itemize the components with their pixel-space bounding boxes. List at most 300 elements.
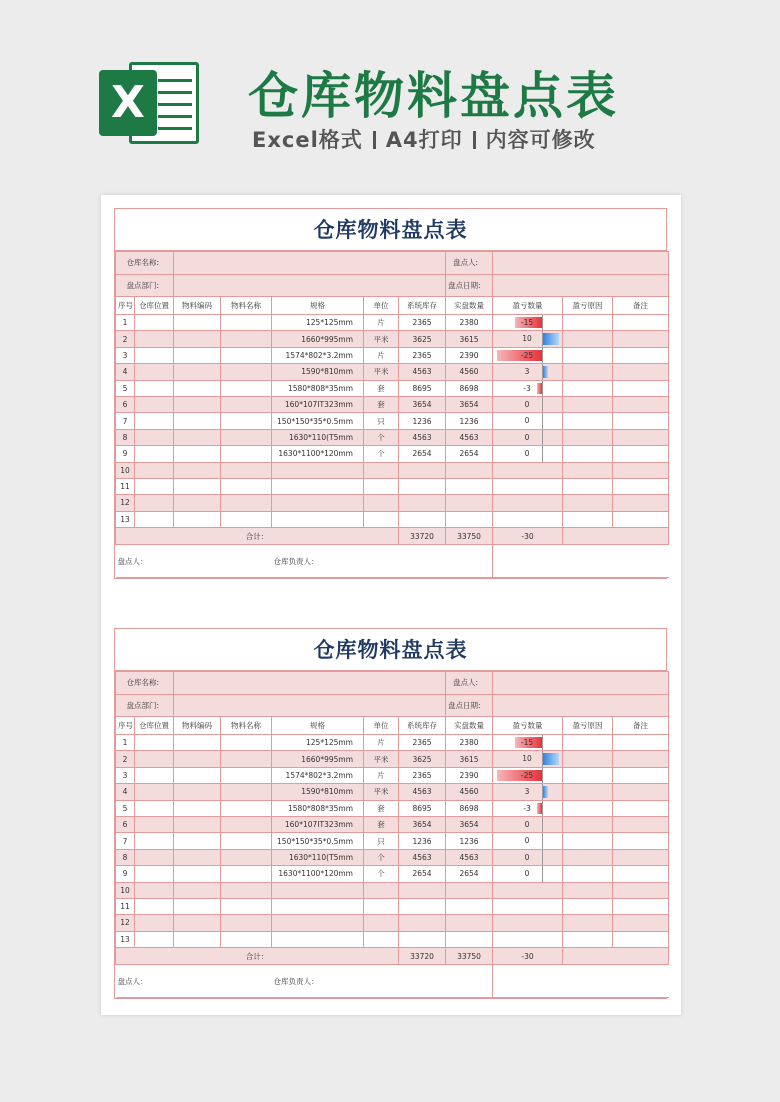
variance-reason-cell[interactable]	[563, 816, 613, 832]
unit-cell[interactable]: 个	[364, 429, 399, 445]
spec-cell[interactable]	[272, 462, 364, 478]
variance-cell[interactable]	[493, 784, 563, 800]
spec-cell[interactable]	[272, 882, 364, 898]
material-name-cell[interactable]	[221, 816, 272, 832]
variance-cell[interactable]	[493, 495, 563, 511]
variance-reason-cell[interactable]	[563, 462, 613, 478]
actual-count-cell[interactable]: 8698	[446, 380, 493, 396]
unit-cell[interactable]	[364, 931, 399, 947]
system-stock-cell[interactable]: 1236	[399, 833, 446, 849]
material-name-cell[interactable]	[221, 898, 272, 914]
actual-count-cell[interactable]	[446, 898, 493, 914]
system-stock-cell[interactable]: 4563	[399, 364, 446, 380]
variance-reason-cell[interactable]	[563, 800, 613, 816]
actual-count-cell[interactable]: 4563	[446, 849, 493, 865]
material-code-cell[interactable]	[174, 462, 221, 478]
system-stock-cell[interactable]: 8695	[399, 800, 446, 816]
actual-count-cell[interactable]	[446, 915, 493, 931]
spec-cell[interactable]: 150*150*35*0.5mm	[272, 833, 364, 849]
material-name-cell[interactable]	[221, 751, 272, 767]
variance-cell[interactable]	[493, 364, 563, 380]
warehouse-name-field[interactable]	[174, 672, 446, 695]
remark-cell[interactable]	[613, 380, 669, 396]
system-stock-cell[interactable]	[399, 462, 446, 478]
variance-reason-cell[interactable]	[563, 495, 613, 511]
remark-cell[interactable]	[613, 347, 669, 363]
column-header: 物料名称	[221, 297, 272, 315]
location-cell[interactable]	[135, 511, 174, 527]
remark-cell[interactable]	[613, 784, 669, 800]
remark-cell[interactable]	[613, 462, 669, 478]
variance-cell[interactable]	[493, 915, 563, 931]
material-code-cell[interactable]	[174, 495, 221, 511]
variance-value: 10	[522, 334, 532, 344]
material-code-cell[interactable]	[174, 800, 221, 816]
row-number: 11	[116, 478, 135, 494]
system-stock-cell[interactable]: 2365	[399, 767, 446, 783]
variance-cell[interactable]	[493, 751, 563, 767]
variance-cell[interactable]	[493, 446, 563, 462]
actual-count-cell[interactable]: 4560	[446, 364, 493, 380]
material-code-cell[interactable]	[174, 882, 221, 898]
spec-cell[interactable]: 160*107IT323mm	[272, 396, 364, 412]
actual-count-cell[interactable]: 2654	[446, 866, 493, 882]
system-stock-cell[interactable]: 1236	[399, 413, 446, 429]
variance-reason-cell[interactable]	[563, 767, 613, 783]
location-cell[interactable]	[135, 866, 174, 882]
system-stock-cell[interactable]: 2365	[399, 735, 446, 751]
actual-count-cell[interactable]: 4560	[446, 784, 493, 800]
material-code-cell[interactable]	[174, 751, 221, 767]
spec-cell[interactable]	[272, 511, 364, 527]
spec-cell[interactable]: 1574*802*3.2mm	[272, 767, 364, 783]
row-number: 6	[116, 816, 135, 832]
variance-reason-cell[interactable]	[563, 446, 613, 462]
unit-cell[interactable]: 套	[364, 816, 399, 832]
table-row	[116, 380, 669, 396]
unit-cell[interactable]	[364, 478, 399, 494]
system-stock-cell[interactable]: 8695	[399, 380, 446, 396]
row-number: 1	[116, 735, 135, 751]
unit-cell[interactable]: 个	[364, 849, 399, 865]
location-cell[interactable]	[135, 331, 174, 347]
material-name-cell[interactable]	[221, 413, 272, 429]
unit-cell[interactable]: 片	[364, 735, 399, 751]
actual-count-cell[interactable]: 1236	[446, 833, 493, 849]
row-number: 3	[116, 347, 135, 363]
spec-cell[interactable]: 125*125mm	[272, 315, 364, 331]
actual-count-cell[interactable]: 4563	[446, 429, 493, 445]
system-stock-cell[interactable]	[399, 882, 446, 898]
sheet-title: 仓库物料盘点表	[115, 209, 666, 251]
system-stock-cell[interactable]	[399, 898, 446, 914]
variance-cell[interactable]	[493, 413, 563, 429]
header-row	[116, 717, 669, 735]
checker-sign-label[interactable]: 盘点人：	[116, 965, 272, 998]
material-name-cell[interactable]	[221, 866, 272, 882]
variance-cell[interactable]	[493, 331, 563, 347]
unit-cell[interactable]: 只	[364, 833, 399, 849]
variance-cell[interactable]	[493, 816, 563, 832]
table-row	[116, 735, 669, 751]
material-code-cell[interactable]	[174, 396, 221, 412]
remark-cell[interactable]	[613, 751, 669, 767]
system-stock-cell[interactable]: 3654	[399, 816, 446, 832]
unit-cell[interactable]: 平米	[364, 331, 399, 347]
spec-cell[interactable]: 150*150*35*0.5mm	[272, 413, 364, 429]
variance-cell[interactable]	[493, 849, 563, 865]
material-name-cell[interactable]	[221, 800, 272, 816]
location-cell[interactable]	[135, 364, 174, 380]
material-code-cell[interactable]	[174, 931, 221, 947]
date-field[interactable]	[493, 274, 669, 297]
unit-cell[interactable]	[364, 511, 399, 527]
spec-cell[interactable]	[272, 915, 364, 931]
material-name-cell[interactable]	[221, 849, 272, 865]
system-stock-cell[interactable]: 4563	[399, 429, 446, 445]
system-stock-cell[interactable]: 2365	[399, 315, 446, 331]
system-stock-cell[interactable]	[399, 931, 446, 947]
variance-cell[interactable]	[493, 315, 563, 331]
remark-cell[interactable]	[613, 429, 669, 445]
location-cell[interactable]	[135, 413, 174, 429]
actual-count-cell[interactable]	[446, 462, 493, 478]
remark-cell[interactable]	[613, 882, 669, 898]
unit-cell[interactable]	[364, 882, 399, 898]
remark-cell[interactable]	[613, 315, 669, 331]
dept-field[interactable]	[174, 274, 446, 297]
actual-count-cell[interactable]: 3654	[446, 816, 493, 832]
material-name-cell[interactable]	[221, 347, 272, 363]
system-stock-cell[interactable]	[399, 495, 446, 511]
actual-count-cell[interactable]: 2654	[446, 446, 493, 462]
actual-count-cell[interactable]: 2380	[446, 315, 493, 331]
material-name-cell[interactable]	[221, 882, 272, 898]
variance-reason-cell[interactable]	[563, 833, 613, 849]
material-code-cell[interactable]	[174, 767, 221, 783]
variance-reason-cell[interactable]	[563, 735, 613, 751]
spec-cell[interactable]: 160*107IT323mm	[272, 816, 364, 832]
system-stock-cell[interactable]: 2365	[399, 347, 446, 363]
unit-cell[interactable]	[364, 495, 399, 511]
row-number: 13	[116, 511, 135, 527]
location-cell[interactable]	[135, 931, 174, 947]
spec-cell[interactable]: 1630*110(T5mm	[272, 429, 364, 445]
material-name-cell[interactable]	[221, 735, 272, 751]
remark-cell[interactable]	[613, 898, 669, 914]
spec-cell[interactable]: 1630*1100*120mm	[272, 446, 364, 462]
warehouse-name-field[interactable]	[174, 252, 446, 275]
variance-reason-cell[interactable]	[563, 331, 613, 347]
material-code-cell[interactable]	[174, 816, 221, 832]
material-name-cell[interactable]	[221, 931, 272, 947]
material-code-cell[interactable]	[174, 849, 221, 865]
date-field[interactable]	[493, 694, 669, 717]
material-name-cell[interactable]	[221, 511, 272, 527]
location-cell[interactable]	[135, 429, 174, 445]
remark-cell[interactable]	[613, 446, 669, 462]
remark-cell[interactable]	[613, 800, 669, 816]
unit-cell[interactable]	[364, 915, 399, 931]
remark-cell[interactable]	[613, 735, 669, 751]
material-name-cell[interactable]	[221, 495, 272, 511]
unit-cell[interactable]: 套	[364, 396, 399, 412]
table-row	[116, 816, 669, 832]
variance-value: -3	[523, 803, 531, 813]
variance-reason-cell[interactable]	[563, 413, 613, 429]
variance-reason-cell[interactable]	[563, 478, 613, 494]
system-stock-cell[interactable]	[399, 511, 446, 527]
location-cell[interactable]	[135, 751, 174, 767]
system-stock-cell[interactable]: 3625	[399, 331, 446, 347]
location-cell[interactable]	[135, 882, 174, 898]
variance-cell[interactable]	[493, 735, 563, 751]
actual-count-cell[interactable]	[446, 931, 493, 947]
remark-cell[interactable]	[613, 816, 669, 832]
unit-cell[interactable]: 片	[364, 315, 399, 331]
column-header: 实盘数量	[446, 717, 493, 735]
variance-reason-cell[interactable]	[563, 347, 613, 363]
location-cell[interactable]	[135, 915, 174, 931]
spec-cell[interactable]	[272, 495, 364, 511]
material-code-cell[interactable]	[174, 784, 221, 800]
material-code-cell[interactable]	[174, 511, 221, 527]
location-cell[interactable]	[135, 735, 174, 751]
location-cell[interactable]	[135, 396, 174, 412]
spec-cell[interactable]: 1580*808*35mm	[272, 380, 364, 396]
unit-cell[interactable]	[364, 462, 399, 478]
table-row	[116, 478, 669, 494]
material-name-cell[interactable]	[221, 364, 272, 380]
remark-cell[interactable]	[613, 413, 669, 429]
location-cell[interactable]	[135, 315, 174, 331]
unit-cell[interactable]: 只	[364, 413, 399, 429]
actual-count-cell[interactable]: 2390	[446, 767, 493, 783]
material-name-cell[interactable]	[221, 767, 272, 783]
variance-cell[interactable]	[493, 511, 563, 527]
material-code-cell[interactable]	[174, 915, 221, 931]
material-name-cell[interactable]	[221, 396, 272, 412]
location-cell[interactable]	[135, 347, 174, 363]
material-code-cell[interactable]	[174, 429, 221, 445]
variance-cell[interactable]	[493, 882, 563, 898]
material-name-cell[interactable]	[221, 462, 272, 478]
row-number: 7	[116, 833, 135, 849]
spec-cell[interactable]: 1590*810mm	[272, 784, 364, 800]
location-cell[interactable]	[135, 849, 174, 865]
material-name-cell[interactable]	[221, 478, 272, 494]
table-row	[116, 511, 669, 527]
material-code-cell[interactable]	[174, 315, 221, 331]
unit-cell[interactable]: 套	[364, 380, 399, 396]
system-stock-cell[interactable]: 2654	[399, 446, 446, 462]
variance-reason-cell[interactable]	[563, 915, 613, 931]
unit-cell[interactable]: 个	[364, 866, 399, 882]
manager-sign-label[interactable]: 仓库负责人：	[272, 965, 493, 998]
remark-cell[interactable]	[613, 478, 669, 494]
variance-cell[interactable]	[493, 429, 563, 445]
unit-cell[interactable]: 平米	[364, 784, 399, 800]
remark-cell[interactable]	[613, 833, 669, 849]
material-code-cell[interactable]	[174, 331, 221, 347]
material-name-cell[interactable]	[221, 784, 272, 800]
material-code-cell[interactable]	[174, 347, 221, 363]
variance-cell[interactable]	[493, 833, 563, 849]
material-name-cell[interactable]	[221, 331, 272, 347]
location-cell[interactable]	[135, 898, 174, 914]
variance-reason-cell[interactable]	[563, 364, 613, 380]
column-header: 仓库位置	[135, 297, 174, 315]
variance-bar-positive	[543, 786, 548, 797]
checker-field[interactable]	[493, 252, 669, 275]
actual-count-cell[interactable]: 3615	[446, 751, 493, 767]
remark-cell[interactable]	[613, 767, 669, 783]
unit-cell[interactable]: 套	[364, 800, 399, 816]
material-code-cell[interactable]	[174, 478, 221, 494]
variance-reason-cell[interactable]	[563, 898, 613, 914]
remark-cell[interactable]	[613, 866, 669, 882]
variance-reason-cell[interactable]	[563, 931, 613, 947]
unit-cell[interactable]: 平米	[364, 364, 399, 380]
variance-cell[interactable]	[493, 931, 563, 947]
variance-value: 0	[524, 449, 530, 459]
spec-cell[interactable]	[272, 931, 364, 947]
unit-cell[interactable]: 片	[364, 767, 399, 783]
unit-cell[interactable]: 片	[364, 347, 399, 363]
variance-reason-cell[interactable]	[563, 882, 613, 898]
unit-cell[interactable]: 平米	[364, 751, 399, 767]
variance-reason-cell[interactable]	[563, 429, 613, 445]
variance-value: -25	[520, 350, 534, 360]
remark-cell[interactable]	[613, 495, 669, 511]
variance-cell[interactable]	[493, 347, 563, 363]
checker-field[interactable]	[493, 672, 669, 695]
actual-count-cell[interactable]: 2390	[446, 347, 493, 363]
checker-sign-label[interactable]: 盘点人：	[116, 545, 272, 578]
material-code-cell[interactable]	[174, 446, 221, 462]
variance-reason-cell[interactable]	[563, 849, 613, 865]
spec-cell[interactable]: 1574*802*3.2mm	[272, 347, 364, 363]
actual-count-cell[interactable]: 8698	[446, 800, 493, 816]
system-stock-cell[interactable]: 3625	[399, 751, 446, 767]
variance-axis	[542, 315, 543, 330]
variance-reason-cell[interactable]	[563, 511, 613, 527]
remark-cell[interactable]	[613, 331, 669, 347]
actual-count-cell[interactable]: 2380	[446, 735, 493, 751]
variance-cell[interactable]	[493, 478, 563, 494]
unit-cell[interactable]: 个	[364, 446, 399, 462]
material-name-cell[interactable]	[221, 315, 272, 331]
variance-cell[interactable]	[493, 898, 563, 914]
spec-cell[interactable]: 1630*110(T5mm	[272, 849, 364, 865]
system-stock-cell[interactable]: 4563	[399, 849, 446, 865]
column-header: 物料编码	[174, 717, 221, 735]
spec-cell[interactable]: 1590*810mm	[272, 364, 364, 380]
row-number: 9	[116, 866, 135, 882]
spec-cell[interactable]: 1630*1100*120mm	[272, 866, 364, 882]
material-code-cell[interactable]	[174, 833, 221, 849]
dept-field[interactable]	[174, 694, 446, 717]
variance-cell[interactable]	[493, 866, 563, 882]
material-name-cell[interactable]	[221, 915, 272, 931]
variance-reason-cell[interactable]	[563, 784, 613, 800]
variance-cell[interactable]	[493, 800, 563, 816]
material-name-cell[interactable]	[221, 429, 272, 445]
system-stock-cell[interactable]: 3654	[399, 396, 446, 412]
location-cell[interactable]	[135, 800, 174, 816]
spec-cell[interactable]	[272, 898, 364, 914]
actual-count-cell[interactable]	[446, 882, 493, 898]
variance-reason-cell[interactable]	[563, 380, 613, 396]
variance-reason-cell[interactable]	[563, 315, 613, 331]
variance-reason-cell[interactable]	[563, 866, 613, 882]
material-name-cell[interactable]	[221, 446, 272, 462]
variance-axis	[542, 833, 543, 848]
material-code-cell[interactable]	[174, 364, 221, 380]
variance-reason-cell[interactable]	[563, 396, 613, 412]
remark-cell[interactable]	[613, 931, 669, 947]
actual-count-cell[interactable]	[446, 495, 493, 511]
spec-cell[interactable]: 125*125mm	[272, 735, 364, 751]
system-stock-cell[interactable]	[399, 478, 446, 494]
variance-cell[interactable]	[493, 767, 563, 783]
material-code-cell[interactable]	[174, 866, 221, 882]
unit-cell[interactable]	[364, 898, 399, 914]
location-cell[interactable]	[135, 495, 174, 511]
variance-cell[interactable]	[493, 396, 563, 412]
header-row	[116, 297, 669, 315]
actual-count-cell[interactable]	[446, 478, 493, 494]
material-code-cell[interactable]	[174, 735, 221, 751]
remark-cell[interactable]	[613, 849, 669, 865]
system-stock-cell[interactable]: 4563	[399, 784, 446, 800]
location-cell[interactable]	[135, 833, 174, 849]
location-cell[interactable]	[135, 462, 174, 478]
system-stock-cell[interactable]: 2654	[399, 866, 446, 882]
actual-count-cell[interactable]: 1236	[446, 413, 493, 429]
manager-sign-label[interactable]: 仓库负责人：	[272, 545, 493, 578]
remark-cell[interactable]	[613, 915, 669, 931]
location-cell[interactable]	[135, 380, 174, 396]
actual-count-cell[interactable]	[446, 511, 493, 527]
remark-cell[interactable]	[613, 396, 669, 412]
table-row	[116, 347, 669, 363]
spec-cell[interactable]	[272, 478, 364, 494]
location-cell[interactable]	[135, 784, 174, 800]
remark-cell[interactable]	[613, 364, 669, 380]
location-cell[interactable]	[135, 478, 174, 494]
spec-cell[interactable]: 1660*995mm	[272, 751, 364, 767]
material-code-cell[interactable]	[174, 413, 221, 429]
remark-cell[interactable]	[613, 511, 669, 527]
system-stock-cell[interactable]	[399, 915, 446, 931]
material-name-cell[interactable]	[221, 833, 272, 849]
material-code-cell[interactable]	[174, 898, 221, 914]
material-code-cell[interactable]	[174, 380, 221, 396]
material-name-cell[interactable]	[221, 380, 272, 396]
variance-cell[interactable]	[493, 462, 563, 478]
spec-cell[interactable]: 1660*995mm	[272, 331, 364, 347]
actual-count-cell[interactable]: 3615	[446, 331, 493, 347]
spec-cell[interactable]: 1580*808*35mm	[272, 800, 364, 816]
actual-count-cell[interactable]: 3654	[446, 396, 493, 412]
location-cell[interactable]	[135, 767, 174, 783]
variance-reason-cell[interactable]	[563, 751, 613, 767]
variance-cell[interactable]	[493, 380, 563, 396]
location-cell[interactable]	[135, 446, 174, 462]
inventory-table	[115, 251, 669, 578]
location-cell[interactable]	[135, 816, 174, 832]
